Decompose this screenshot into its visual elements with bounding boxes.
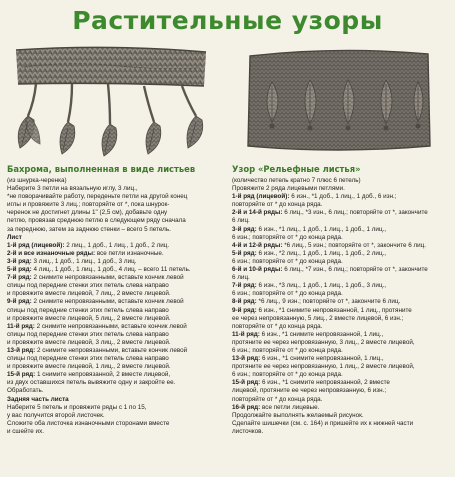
instruction-text: 2 снимите непровязанными, вставьте кончик левой <box>35 346 188 354</box>
instruction-label: Лист <box>7 233 22 241</box>
instruction-text: Продолжайте выполнять желаемый рисунок. <box>232 411 364 419</box>
instruction-line <box>232 250 448 258</box>
instruction-label: 4-й и 12-й ряды: <box>232 241 283 249</box>
instruction-line <box>232 412 448 420</box>
instruction-line <box>232 339 448 347</box>
instruction-label: 3-й ряд: <box>7 257 32 265</box>
instruction-line <box>7 387 223 395</box>
instruction-text: 6 изн., *3 лиц., 1 доб., 1 лиц., 1 доб., 3 лиц., <box>256 282 387 290</box>
instruction-text: повторяйте от * до конца ряда. <box>232 322 323 330</box>
instruction-line <box>7 193 223 201</box>
instruction-line <box>232 347 448 355</box>
instruction-text: черенок не достигнет длины 1" (2,5 см), добавьте одну <box>7 209 168 217</box>
instruction-text: 6 изн., *1 доб., 1 лиц., 1 доб., 6 изн.; <box>289 193 397 201</box>
instruction-line <box>232 201 448 209</box>
instruction-line <box>7 331 223 339</box>
instruction-line <box>232 404 448 412</box>
instruction-text: 6 изн., *1 снимите непровязанной, 1 лиц., протяните <box>256 306 412 314</box>
instruction-line <box>7 234 223 242</box>
instruction-label: 7-й ряд: <box>7 274 32 282</box>
instruction-text: спицы под передние стенки этих петель слева направо <box>7 306 169 314</box>
instruction-line <box>7 323 223 331</box>
instruction-label: 5-й ряд: <box>7 266 32 274</box>
instruction-line <box>7 396 223 404</box>
instruction-line <box>7 428 223 436</box>
instruction-text: повторяйте от * до конца ряда. <box>232 201 323 209</box>
instruction-text: 6 лиц., *7 изн., 6 лиц.; повторяйте от *, закончите <box>282 266 428 274</box>
instruction-text: Сложите оба листочка изнаночными сторонами вместе <box>7 419 170 427</box>
instruction-line <box>7 201 223 209</box>
instruction-text: 2 лиц., 1 доб., 1 лиц., 1 доб., 2 лиц. <box>64 241 170 249</box>
instruction-line <box>7 347 223 355</box>
instruction-text: 6 изн.; повторяйте от * до конца ряда. <box>232 290 343 298</box>
instruction-text: Сделайте шишечки (см. с. 164) и пришейте их к нижней части <box>232 419 414 427</box>
instruction-label: 13-й ряд: <box>7 346 36 354</box>
instruction-label: 6-й и 10-й ряды: <box>232 266 283 274</box>
instruction-text: 3 лиц., 1 доб., 1 лиц., 1 доб., 3 лиц. <box>31 257 137 265</box>
instruction-line <box>232 266 448 274</box>
instruction-line <box>7 363 223 371</box>
instruction-line <box>7 315 223 323</box>
instruction-label: 15-й ряд: <box>7 371 36 379</box>
instruction-label: 9-й ряд: <box>7 298 32 306</box>
instruction-line <box>7 290 223 298</box>
instruction-text: 6 лиц. <box>232 274 250 282</box>
instruction-text: 6 изн., *1 снимите непровязанной, 2 вместе <box>260 379 390 387</box>
instruction-text: иглы и провяжите 3 лиц.; повторяйте от *, пока шнурок- <box>7 201 170 209</box>
instruction-text: 6 изн.; повторяйте от * до конца ряда. <box>232 233 343 241</box>
instruction-text: спицы под передние стенки этих петель слева направо <box>7 330 169 338</box>
instruction-label: 11-й ряд: <box>7 322 35 330</box>
instruction-line <box>7 282 223 290</box>
instruction-label: 2-й и все изнаночные ряды: <box>7 249 96 257</box>
instruction-line <box>232 363 448 371</box>
instruction-line <box>232 234 448 242</box>
instruction-text: и провяжите вместе лицевой, 3 лиц., 2 вместе лицевой. <box>7 338 171 346</box>
instruction-line <box>232 282 448 290</box>
instruction-line <box>232 242 448 250</box>
instruction-line <box>7 250 223 258</box>
instruction-line <box>7 339 223 347</box>
instruction-line <box>7 420 223 428</box>
instruction-text: повторяйте от * до конца ряда. <box>232 395 323 403</box>
instruction-text: спицы под передние стенки этих петель слева направо <box>7 355 169 363</box>
instruction-text: 4 лиц., 1 доб., 1 лиц., 1 доб., 4 лиц. – всего 11 петель. <box>31 266 191 274</box>
instruction-text: 6 изн., *1 лиц., 1 доб., 1 лиц., 1 доб., 1 лиц., <box>256 225 387 233</box>
instruction-line <box>7 266 223 274</box>
instruction-text: Провяжите 2 ряда лицевыми петлями. <box>232 185 345 193</box>
instruction-line <box>232 298 448 306</box>
instruction-text: у вас получится второй листочек. <box>7 411 105 419</box>
instruction-text: петлю, провязав среднюю петлю в следующем ряду сначала <box>7 217 186 225</box>
instruction-text: 6 изн.; повторяйте от * до конца ряда. <box>232 371 343 379</box>
instruction-line <box>232 315 448 323</box>
instruction-line <box>232 209 448 217</box>
instruction-text: и провяжите вместе лицевой, 7 лиц., 2 вместе лицевой. <box>7 290 171 298</box>
instruction-text: 6 лиц., *3 изн., 6 лиц.; повторяйте от *, закончите <box>282 209 428 217</box>
instruction-line <box>232 355 448 363</box>
instruction-text: протяните ее через непровязанную, 3 лиц., 2 вместе лицевой, <box>232 338 415 346</box>
instruction-label: 8-й ряд: <box>232 298 257 306</box>
instruction-label: 1-й ряд (лицевой): <box>232 193 290 201</box>
relief-leaves-photo <box>238 42 438 160</box>
instruction-line <box>232 226 448 234</box>
instruction-label: 11-й ряд: <box>232 330 260 338</box>
instruction-label: 1-й ряд (лицевой): <box>7 241 65 249</box>
instruction-text: и провяжите вместе лицевой, 1 лиц., 2 вместе лицевой. <box>7 363 171 371</box>
instruction-text: 2 снимите непровязанными, вставьте кончик левой <box>34 322 187 330</box>
instruction-text: ее через непровязанную, 5 лиц., 2 вместе лицевой, 6 изн.; <box>232 314 404 322</box>
instruction-line <box>232 428 448 436</box>
left-column-title: Бахрома, выполненная в виде листьев <box>7 164 196 174</box>
right-instructions <box>232 177 448 436</box>
instruction-line <box>232 387 448 395</box>
instruction-text: лицевой, протяните ее через непровязанную, 6 изн.; <box>232 387 387 395</box>
instruction-line <box>7 177 223 185</box>
instruction-line <box>7 307 223 315</box>
instruction-text: протяните ее через непровязанную, 1 лиц., 2 вместе лицевой, <box>232 363 415 371</box>
instruction-text: 1 снимите непровязанной, 2 вместе лицевой, <box>35 371 171 379</box>
instruction-label: 5-й ряд: <box>232 249 257 257</box>
instruction-label: 16-й ряд: <box>232 403 261 411</box>
instruction-line <box>232 217 448 225</box>
instruction-line <box>232 185 448 193</box>
instruction-line <box>7 185 223 193</box>
instruction-line <box>232 396 448 404</box>
instruction-label: 7-й ряд: <box>232 282 257 290</box>
instruction-text: листочков. <box>232 427 264 435</box>
instruction-line <box>7 217 223 225</box>
instruction-label: Задняя часть листа <box>7 395 69 403</box>
instruction-line <box>7 371 223 379</box>
instruction-label: 2-й и 14-й ряды: <box>232 209 283 217</box>
instruction-line <box>7 298 223 306</box>
instruction-line <box>7 242 223 250</box>
instruction-label: 3-й ряд: <box>232 225 257 233</box>
instruction-text: 6 лиц. <box>232 217 250 225</box>
instruction-text: и провяжите вместе лицевой, 5 лиц., 2 вместе лицевой. <box>7 314 171 322</box>
instruction-line <box>232 420 448 428</box>
instruction-label: 9-й ряд: <box>232 306 257 314</box>
instruction-label: 13-й ряд: <box>232 355 261 363</box>
instruction-text: за переднюю, затем за заднюю стенки – всего 5 петель. <box>7 225 171 233</box>
instruction-text: Наберите 5 петель и провяжите ряды с 1 по 15, <box>7 403 147 411</box>
instruction-text: Наберите 3 петли на вязальную иглу, 3 лиц., <box>7 185 138 193</box>
instruction-text: спицы под передние стенки этих петель слева направо <box>7 282 169 290</box>
instruction-line <box>7 404 223 412</box>
instruction-line <box>7 379 223 387</box>
instruction-line <box>232 331 448 339</box>
leaf-fringe-photo <box>10 42 210 160</box>
instruction-text: все петли лицевые. <box>260 403 320 411</box>
instruction-text: (из шнурка-черенка) <box>7 177 67 184</box>
right-column-title: Узор «Рельефные листья» <box>232 164 361 174</box>
instruction-line <box>232 258 448 266</box>
instruction-line <box>7 209 223 217</box>
instruction-text: из двух оставшихся петель вывяжите одну и закройте ее. <box>7 379 176 387</box>
instruction-text: 2 снимите непровязанными, вставьте кончик левой <box>31 298 184 306</box>
instruction-line <box>232 274 448 282</box>
instruction-text: 2 снимите непровязанными, вставьте кончик левой <box>31 274 184 282</box>
instruction-text: 6 изн.; повторяйте от * до конца ряда. <box>232 257 343 265</box>
instruction-label: 15-й ряд: <box>232 379 261 387</box>
right-column <box>232 164 448 436</box>
instruction-line <box>7 226 223 234</box>
instruction-text: Обработать. <box>7 387 44 395</box>
instruction-line <box>232 290 448 298</box>
instruction-text: 6 изн.; повторяйте от * до конца ряда. <box>232 346 343 354</box>
instruction-line <box>7 355 223 363</box>
instruction-line <box>7 258 223 266</box>
instruction-line <box>232 323 448 331</box>
instruction-text: *не поворачивайте работу, переденьте петли на другой конец <box>7 193 188 201</box>
left-column <box>7 164 223 436</box>
instruction-text: (количество петель кратно 7 плюс 6 петель) <box>232 177 361 184</box>
instruction-text: *6 лиц., 9 изн.; повторяйте от *, закончите 6 лиц. <box>256 298 401 306</box>
instruction-line <box>232 307 448 315</box>
page-title: Растительные узоры <box>72 6 383 35</box>
instruction-line <box>7 412 223 420</box>
instruction-line <box>232 379 448 387</box>
instruction-text: и сшейте их. <box>7 427 44 435</box>
left-instructions <box>7 177 223 436</box>
instruction-line <box>7 274 223 282</box>
instruction-line <box>232 193 448 201</box>
instruction-line <box>232 371 448 379</box>
instruction-text: *6 лиц., 5 изн.; повторяйте от *, закончите 6 лиц. <box>282 241 427 249</box>
instruction-text: 6 изн., *1 снимите непровязанной, 1 лиц., <box>259 330 384 338</box>
instruction-line <box>232 177 448 185</box>
instruction-text: 6 изн., *1 снимите непровязанной, 1 лиц., <box>260 355 384 363</box>
instruction-text: 6 изн., *2 лиц., 1 доб., 1 лиц., 1 доб., 2 лиц., <box>256 249 387 257</box>
instruction-text: все петли изнаночные. <box>95 249 164 257</box>
